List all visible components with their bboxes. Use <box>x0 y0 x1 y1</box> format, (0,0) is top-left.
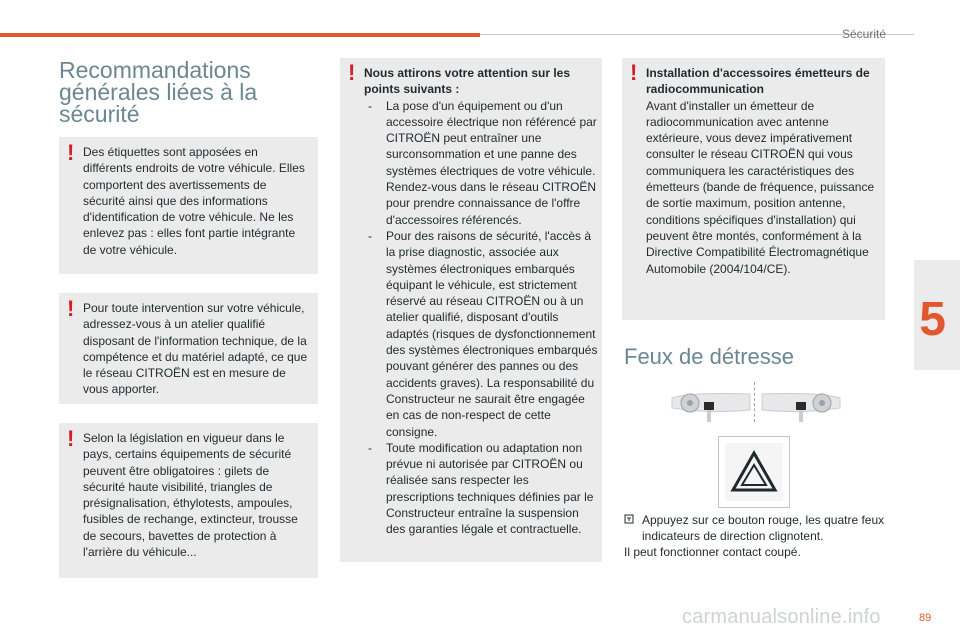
list-item: - Pour des raisons de sécurité, l'accès à la prise diagnostic, associée aux systèmes électroniques embarqués équipant le véhicule, est strictement réservé au réseau CITROËN ou à un atelier qualifié, disposant d'outils adaptés (risques de dysfonctionnement des systèmes électroniques embarqués pouvant générer des pannes ou des accidents graves). La responsabilité du Constructeur ne saurait être engagée en cas de non-respect de cette consigne. <box>364 228 598 440</box>
radio-accessories-heading: Installation d'accessoires émetteurs de radiocommunication <box>646 66 870 97</box>
safety-note-workshop-text: Pour toute intervention sur votre véhicule, adressez-vous à un atelier qualifié disposant de l'information technique, de la compétence et du matériel adapté, ce que le réseau CITROËN est en mesure de vous apporter. <box>83 301 308 397</box>
hazard-section-title: Feux de détresse <box>624 344 794 369</box>
warning-icon: ! <box>67 426 75 451</box>
safety-note-equipment <box>59 423 318 578</box>
attention-list <box>364 98 598 538</box>
hazard-step <box>624 512 894 545</box>
page-title: Recommandations générales liées à la sécurité <box>59 57 258 127</box>
hazard-note: Il peut fonctionner contact coupé. <box>624 545 801 559</box>
section-title: Sécurité <box>841 27 886 41</box>
illustration-separator <box>754 382 755 422</box>
watermark: carmanualsonline.info <box>682 606 881 628</box>
radio-accessories-box <box>622 58 885 320</box>
chapter-number: 5 <box>919 293 946 346</box>
radio-accessories-text: Avant d'installer un émetteur de radiocommunication avec antenne extérieure, vous devez impérativement consulter le réseau CITROËN qui vous communiquera les caractéristiques des émetteurs (bande de fréquence, puissance de sortie maximum, position antenne, conditions spécifiques d'installation) qui peuvent être montés, conformément à la Directive Compatibilité Électromagnétique Automobile (2004/104/CE). <box>646 98 875 276</box>
hazard-button <box>725 443 783 501</box>
safety-note-workshop <box>59 293 318 404</box>
hazard-button-icon <box>725 443 783 501</box>
list-item: - La pose d'un équipement ou d'un accessoire électrique non référencé par CITROËN peut entraîner une surconsommation et une panne des systèmes électriques de votre véhicule. Rendez-vous dans le réseau CITROËN pour prendre connaissance de l'offre d'accessoires référencés. <box>364 98 598 228</box>
attention-heading: Nous attirons votre attention sur les points suivants : <box>364 66 571 97</box>
attention-box <box>340 58 602 562</box>
warning-icon: ! <box>348 60 356 85</box>
warning-icon: ! <box>67 296 75 321</box>
page-number: 89 <box>919 612 932 624</box>
dashboard-right-icon <box>760 388 842 424</box>
dashboard-left-icon <box>670 388 752 424</box>
warning-icon: ! <box>67 140 75 165</box>
header-accent-bar <box>0 33 480 37</box>
warning-icon: ! <box>630 60 638 85</box>
bullet-square-icon <box>624 512 635 528</box>
safety-note-labels <box>59 137 318 274</box>
hazard-button-illustration <box>718 436 790 508</box>
hazard-step-text: Appuyez sur ce bouton rouge, les quatre feux indicateurs de direction clignotent. <box>642 513 885 544</box>
safety-note-labels-text: Des étiquettes sont apposées en différents endroits de votre véhicule. Elles comportent des avertissements de sécurité ainsi que des informations d'identification de votre véhicule. Ne les enlevez pas : elles font partie intégrante de votre véhicule. <box>83 145 305 257</box>
list-item: - Toute modification ou adaptation non prévue ni autorisée par CITROËN ou réalisée sans respecter les prescriptions techniques définies par le Constructeur entraîne la suspension des garanties légale et contractuelle. <box>364 440 598 538</box>
safety-note-equipment-text: Selon la législation en vigueur dans le pays, certains équipements de sécurité peuvent être obligatoires : gilets de sécurité haute visibilité, triangles de présignalisation, éthylotests, ampoules, fusibles de rechange, extincteur, trousse de secours, bavettes de protection à l'arrière du véhicule... <box>83 431 298 560</box>
